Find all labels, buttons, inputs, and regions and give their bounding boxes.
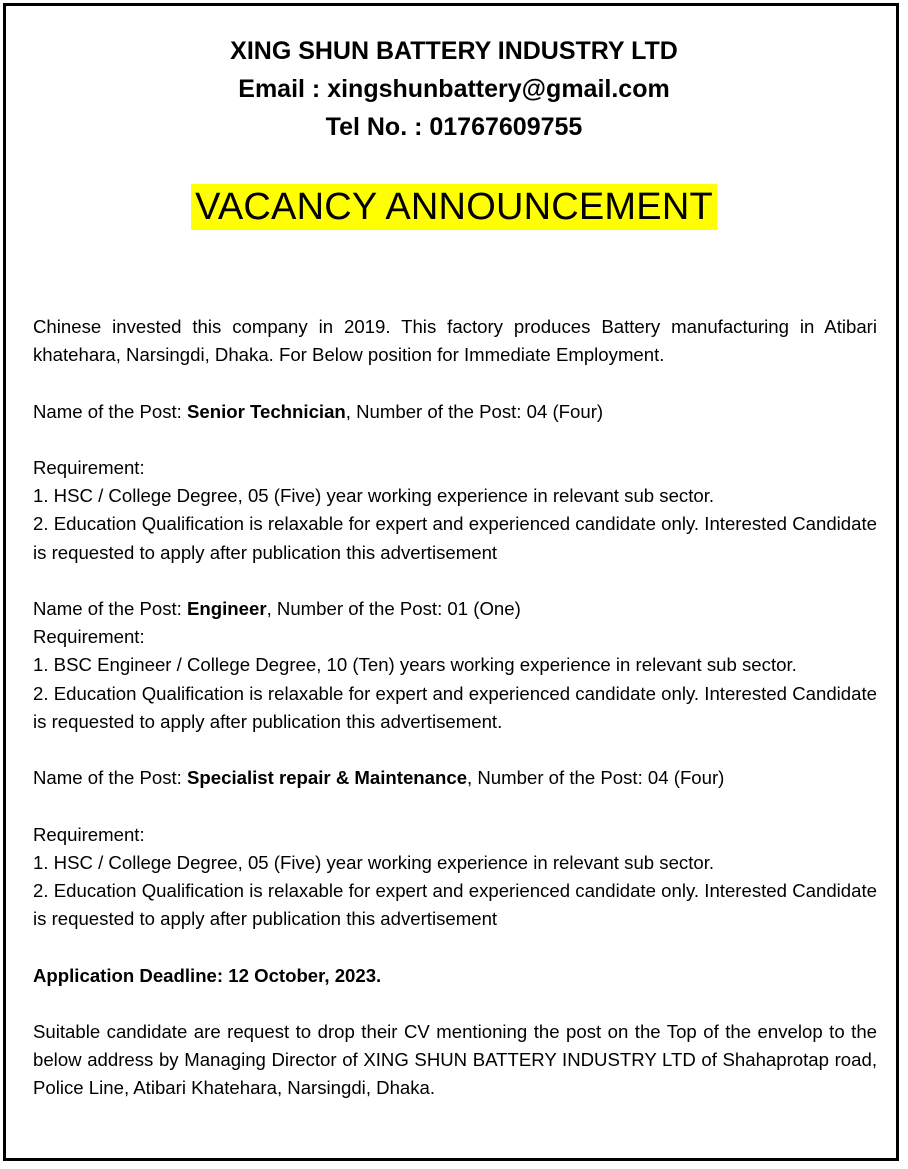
requirement-item: 2. Education Qualification is relaxable for expert and experienced candidate only. Interested Candidate is requested to apply after publication this advertisement. <box>33 682 877 732</box>
post-name: Engineer <box>187 597 267 619</box>
requirement-label: Requirement: <box>33 456 145 478</box>
post-name: Specialist repair & Maintenance <box>187 767 468 789</box>
company-name: XING SHUN BATTERY INDUSTRY LTD <box>230 37 678 65</box>
company-phone: Tel No. : 01767609755 <box>325 113 583 141</box>
post-title-line: Name of the Post: Engineer, Number of the Post: 01 (One) <box>33 597 521 619</box>
requirement-item: 1. HSC / College Degree, 05 (Five) year working experience in relevant sub sector. <box>33 851 715 873</box>
requirement-item: 1. HSC / College Degree, 05 (Five) year working experience in relevant sub sector. <box>33 485 715 507</box>
announcement-body <box>33 313 877 1103</box>
requirement-item: 2. Education Qualification is relaxable for expert and experienced candidate only. Interested Candidate is requested to apply after publication this advertisement <box>33 879 877 930</box>
requirement-label: Requirement: <box>33 823 145 845</box>
requirement-item: 2. Education Qualification is relaxable for expert and experienced candidate only. Interested Candidate is requested to apply after publication this advertisement <box>33 513 877 563</box>
post-name: Senior Technician <box>187 400 346 422</box>
requirement-label: Requirement: <box>33 626 145 648</box>
post-title-line: Name of the Post: Senior Technician, Number of the Post: 04 (Four) <box>33 400 604 422</box>
page-title: VACANCY ANNOUNCEMENT <box>191 184 717 230</box>
company-email: Email : xingshunbattery@gmail.com <box>238 75 670 103</box>
requirement-item: 1. BSC Engineer / College Degree, 10 (Ten) years working experience in relevant sub sector. <box>33 654 797 676</box>
closing-paragraph: Suitable candidate are request to drop their CV mentioning the post on the Top of the envelop to the below address by Managing Director of XING SHUN BATTERY INDUSTRY LTD of Shahaprotap road, Police Line, Atibari Khatehara, Narsingdi, Dhaka. <box>33 1020 877 1099</box>
company-header <box>0 32 908 146</box>
title-wrapper <box>0 184 908 230</box>
application-deadline: Application Deadline: 12 October, 2023. <box>33 964 382 986</box>
post-title-line: Name of the Post: Specialist repair & Maintenance, Number of the Post: 04 (Four) <box>33 767 725 789</box>
intro-paragraph: Chinese invested this company in 2019. This factory produces Battery manufacturing in Atibari khatehara, Narsingdi, Dhaka. For Below position for Immediate Employment. <box>33 316 877 366</box>
